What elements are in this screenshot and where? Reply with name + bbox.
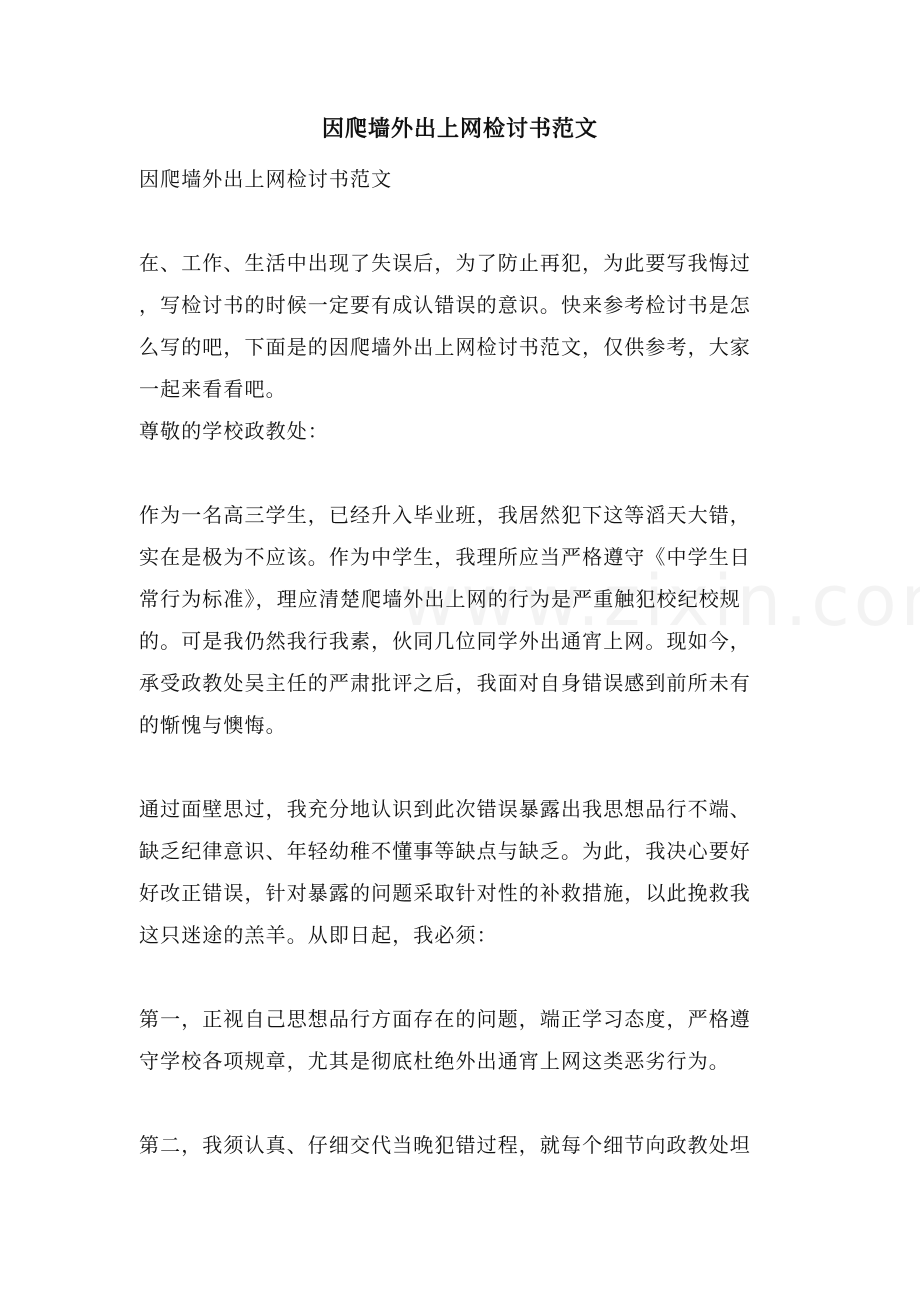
text-line: 因爬墙外出上网检讨书范文: [139, 167, 393, 191]
text-line: 守学校各项规章，尤其是彻底杜绝外出通宵上网这类恶劣行为。: [139, 1049, 730, 1073]
blank-line: [139, 746, 779, 788]
blank-line: [139, 200, 779, 242]
text-line: 的。可是我仍然我行我素，伙同几位同学外出通宵上网。现如今，: [139, 629, 751, 653]
text-line: 尊敬的学校政教处：: [139, 419, 329, 443]
document-title: 因爬墙外出上网检讨书范文: [321, 116, 598, 142]
text-line: 作为一名高三学生，已经升入毕业班，我居然犯下这等滔天大错，: [139, 503, 751, 527]
text-line: 好改正错误，针对暴露的问题采取针对性的补救措施，以此挽救我: [139, 881, 751, 905]
text-line: 这只迷途的羔羊。从即日起，我必须：: [139, 923, 498, 947]
text-line: 一起来看看吧。: [139, 377, 287, 401]
text-line: 第二，我须认真、仔细交代当晚犯错过程，就每个细节向政教处坦: [139, 1133, 751, 1157]
text-line: 缺乏纪律意识、年轻幼稚不懂事等缺点与缺乏。为此，我决心要好: [139, 839, 751, 863]
text-line: 实在是极为不应该。作为中学生，我理所应当严格遵守《中学生日: [139, 545, 751, 569]
text-line: 通过面壁思过，我充分地认识到此次错误暴露出我思想品行不端、: [139, 797, 751, 821]
text-line: 承受政教处吴主任的严肃批评之后，我面对自身错误感到前所未有: [139, 671, 751, 695]
blank-line: [139, 1082, 779, 1124]
text-line: 在、工作、生活中出现了失误后，为了防止再犯，为此要写我悔过: [139, 251, 751, 275]
text-line: ，写检讨书的时候一定要有成认错误的意识。快来参考检讨书是怎: [139, 293, 751, 317]
document-body: [139, 158, 779, 1166]
text-line: 的惭愧与懊悔。: [139, 713, 287, 737]
text-line: 第一，正视自己思想品行方面存在的问题，端正学习态度，严格遵: [139, 1007, 751, 1031]
text-line: 么写的吧，下面是的因爬墙外出上网检讨书范文，仅供参考，大家: [139, 335, 751, 359]
text-line: 常行为标准》，理应清楚爬墙外出上网的行为是严重触犯校纪校规: [139, 587, 741, 611]
blank-line: [139, 452, 779, 494]
blank-line: [139, 956, 779, 998]
